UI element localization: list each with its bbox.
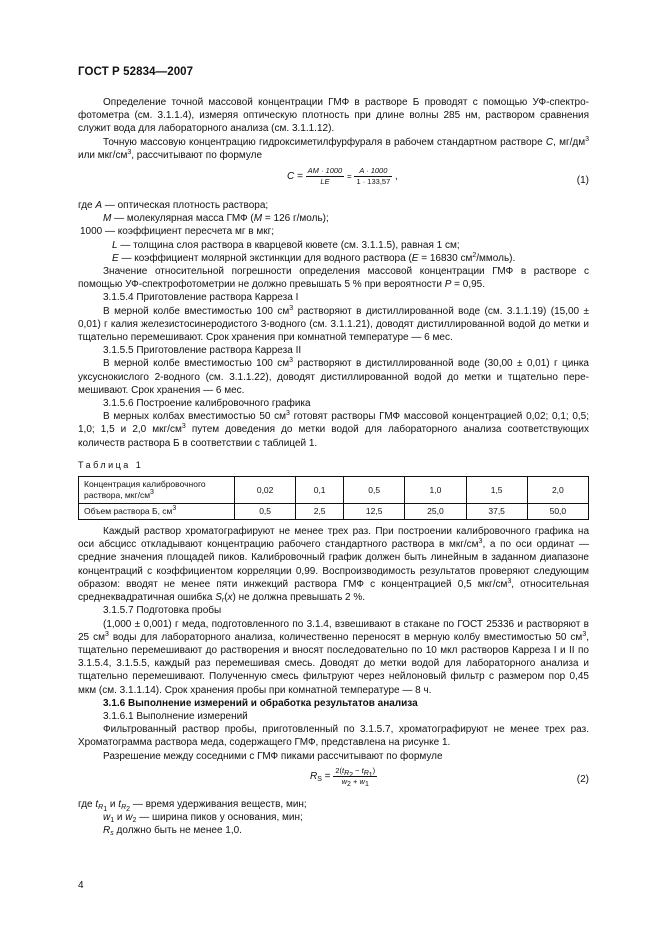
paragraph-measurement: Фильтрованный раствор пробы, приготовленный по 3.1.5.7, хроматографируют не менее трех раз. Хроматограмма раствора меда, содержащего ГМФ, представлена на рисунке 1. bbox=[78, 724, 589, 749]
table-cell: 0,5 bbox=[235, 504, 296, 520]
formula-number-1: (1) bbox=[576, 175, 589, 187]
formula-1: C = $\frac{AM \cdot 1000}{LE}$ = $\frac{A \cdot 1000}{1 \cdot 133,57}$ , (1) bbox=[287, 166, 589, 187]
paragraph-calibration: В мерных колбах вместимостью 50 $см^3$ готовят растворы ГМФ массовой концентрацией 0,02; 0,1; 0,5; 1,0; 1,5 и 2,0 мкг/$см^3$ путем доведения до метки водой для лабораторного анализа соответствующих количеств раствора Б в соответствии с таблицей 1. bbox=[78, 410, 590, 449]
paragraph-formula-intro: Точную массовую концентрацию гидроксиметилфурфураля в рабочем стандартном растворе C, $мг/дм^3$ или мкг/$см^3$, рассчитывают по формуле bbox=[78, 135, 590, 161]
section-3-1-5-7: 3.1.5.7 Подготовка пробы bbox=[103, 605, 222, 617]
document-body bbox=[78, 96, 589, 837]
paragraph-chromatography: Каждый раствор хроматографируют не менее трех раз. При построении калибровочного графика на оси абсцисс откладывают концентрацию рабочего стандартного раствора в мкг/$см^3$, а по оси ординат — средние значения площадей пиков. Калибровочный график должен быть линейным в заданном диапазоне концентраций с коэффициентом корреляции 0,99. Воспроизводимость результатов проверяют следующим образом: вводят не менее пяти инжекций раствора ГМФ с концентрацией 0,5 мкг/$см^3$, относительная среднеквадратичная ошибка $S_r(x)$ не должна превышать 2 %. bbox=[78, 526, 590, 605]
section-3-1-6-1: 3.1.6.1 Выполнение измерений bbox=[103, 710, 248, 722]
paragraph-carrez-1: В мерной колбе вместимостью 100 $см^3$ растворяют в дистиллированной воде (см. 3.1.1.19) (15,00 ± 0,01) г калия железистосинеродистого 3-водного (см. 3.1.1.21), доводят дистиллированной водой до метки и тщательно перемешивают. Срок хранения при комнатной температуре — 6 мес. bbox=[78, 304, 589, 344]
table-cell: 0,1 bbox=[296, 477, 344, 504]
where-1000: 1000 — коэффициент пересчета мг в мкг; bbox=[80, 226, 275, 238]
table-row-label: Объем раствора Б, $см^3$ bbox=[79, 504, 235, 520]
formula-2: $R_S$ = $\frac{2(t_{R_2} - t_{R_1})}{w_2 + w_1}$ (2) bbox=[310, 765, 589, 788]
where-rs: $R_s$ должно быть не менее 1,0. bbox=[103, 825, 242, 838]
paragraph-sample-prep: (1,000 ± 0,001) г меда, подготовленного по 3.1.4, взвешивают в стакане по ГОСТ 25336 и растворяют в 25 $см^3$ воды для лабораторного анализа, количественно переносят в мерную колбу вместимостью 50 $см^3$, тщательно перемешивают до растворения и вносят последовательно по 10 мкл растворов Карреза I и II по 3.1.5.4, 3.1.5.5, каждый раз перемешивая смесь. Доводят до метки водой для лабораторного анализа и тщательно перемешивают. Полученную смесь фильтруют через нейлоновый фильтр с размером пор 0,45 мкм (см. 3.1.1.14). Срок хранения пробы при комнатной температуре — 8 ч. bbox=[78, 618, 589, 696]
where-E: E — коэффициент молярной экстинкции для водного раствора (E = 16830 $см^2/ммоль$). bbox=[112, 251, 516, 264]
formula-number-2: (2) bbox=[576, 773, 589, 785]
table-cell: 37,5 bbox=[466, 504, 527, 520]
table-cell: 2,5 bbox=[296, 504, 344, 520]
paragraph-error: Значение относительной погрешности определения массовой концентрации ГМФ в растворе с помощью УФ-спектрофотометрии не должно превышать 5 % при вероятности P = 0,95. bbox=[78, 266, 589, 291]
where-A: где A — оптическая плотность раствора; bbox=[78, 200, 269, 212]
document-header: ГОСТ Р 52834—2007 bbox=[78, 66, 194, 78]
page-number: 4 bbox=[78, 880, 84, 891]
table-cell: 25,0 bbox=[405, 504, 466, 520]
section-3-1-5-6: 3.1.5.6 Построение калибровочного графика bbox=[103, 398, 311, 410]
where-w: $w_1$ и $w_2$ — ширина пиков у основания, мин; bbox=[103, 811, 303, 824]
where-tr: где $t_{R_1}$ и $t_{R_2}$ — время удерживания веществ, мин; bbox=[78, 798, 307, 813]
table-cell: 1,5 bbox=[466, 477, 527, 504]
calibration-table bbox=[78, 476, 589, 520]
section-3-1-6: 3.1.6 Выполнение измерений и обработка результатов анализа bbox=[103, 697, 418, 709]
paragraph-spectro: Определение точной массовой концентрации ГМФ в растворе Б проводят с помощью УФ-спектрофотометра (см. 3.1.1.4), измеряя оптическую плотность при длине волны 285 нм, раствором сравнения служит вода для лабораторного анализа (см. 3.1.1.12). bbox=[78, 97, 589, 135]
table-cell: 0,02 bbox=[235, 477, 296, 504]
paragraph-resolution: Разрешение между соседними с ГМФ пиками рассчитывают по формуле bbox=[103, 750, 443, 762]
where-M: M — молекулярная масса ГМФ (M = 126 г/моль); bbox=[103, 213, 329, 225]
table-cell: 12,5 bbox=[344, 504, 405, 520]
table-row-label: Концентрация калибровочного раствора, мкг/$см^3$ bbox=[79, 477, 235, 504]
table-cell: 0,5 bbox=[344, 477, 405, 504]
table-cell: 50,0 bbox=[527, 504, 588, 520]
section-3-1-5-5: 3.1.5.5 Приготовление раствора Карреза II bbox=[103, 345, 302, 357]
table-cell: 1,0 bbox=[405, 477, 466, 504]
paragraph-carrez-2: В мерной колбе вместимостью 100 $см^3$ растворяют в дистиллированной воде (30,00 ± 0,01) г цинка уксуснокислого 2-водного (см. 3.1.1.22), доводят дистиллированной водой до метки и тщательно перемешивают. Срок хранения — 6 мес. bbox=[78, 357, 589, 396]
table-row bbox=[79, 504, 589, 520]
where-L: L — толщина слоя раствора в кварцевой кювете (см. 3.1.1.5), равная 1 см; bbox=[112, 239, 460, 251]
table-row bbox=[79, 477, 589, 504]
table-caption: Таблица 1 bbox=[78, 459, 144, 470]
section-3-1-5-4: 3.1.5.4 Приготовление раствора Карреза I bbox=[103, 292, 299, 304]
table-cell: 2,0 bbox=[527, 477, 588, 504]
